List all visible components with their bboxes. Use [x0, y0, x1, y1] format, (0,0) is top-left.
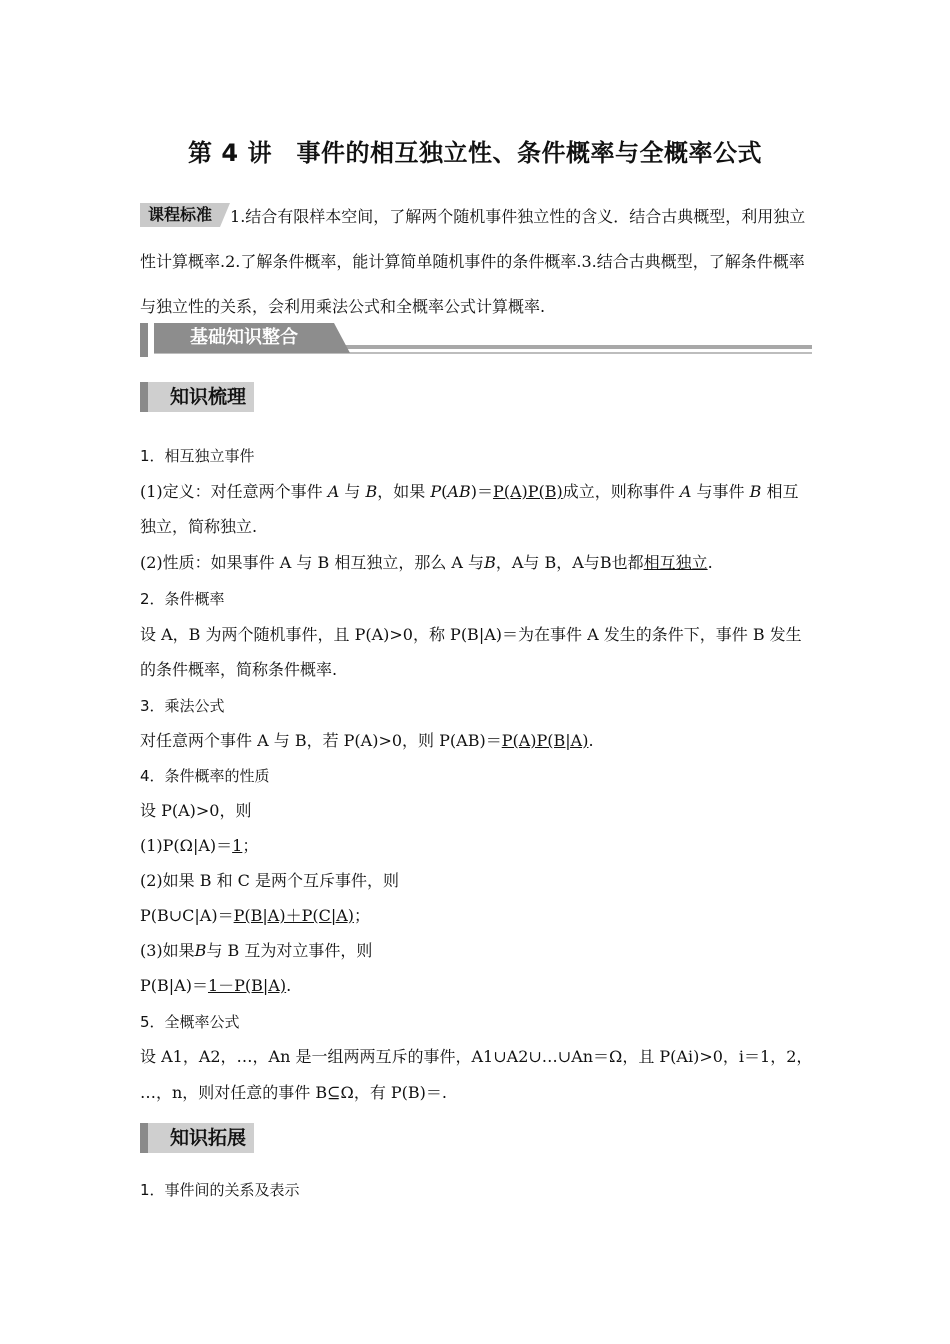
property-paragraph: (2)性质：如果事件 A 与 B 相互独立，那么 A 与B，A与 B，A与B也都相互独立. — [140, 553, 713, 572]
heading-multiplication-formula: 3．乘法公式 — [140, 697, 225, 715]
page-title: 第 4 讲 事件的相互独立性、条件概率与全概率公式 — [188, 139, 762, 167]
prop-text: 与 — [583, 553, 600, 572]
property-line-1: 设 P(A)>0，则 — [140, 801, 252, 820]
heading-conditional-properties: 4．条件概率的性质 — [140, 767, 270, 785]
property-line-2: (1)P(Ω|A)＝1； — [140, 836, 259, 855]
property-line-3: (2)如果 B 和 C 是两个互斥事件，则 — [140, 871, 400, 890]
property-answer-3: 1－P(B|A) — [207, 976, 287, 995]
definition-answer: P(A)P(B) — [492, 482, 563, 501]
total-line-1: 设 A1，A2，…，An 是一组两两互斥的事件，A1∪A2∪…∪An＝Ω，且 P(Ai)>0，i＝1，2， — [140, 1047, 813, 1066]
conditional-paragraph: 设 A，B 为两个随机事件，且 P(A)>0，称 P(B|A)＝为在事件 A 发生的条件下，事件 B 发生的条件概率，简称条件概率. — [140, 625, 802, 679]
p4-text: P( — [140, 976, 158, 995]
def-text: 与 — [339, 482, 366, 501]
section-band — [140, 323, 812, 357]
property-line-5: (3)如果B与 B 互为对立事件，则 — [140, 941, 373, 960]
mult-text: 对任意两个事件 A 与 B，若 P(A)>0，则 P(AB)＝ — [140, 731, 502, 750]
p4-text: |A)＝ — [168, 976, 208, 995]
p4-text: (1)P(Ω|A)＝ — [140, 836, 233, 855]
def-text: 成立，则称事件 — [562, 482, 680, 501]
property-line-6: P(B|A)＝1－P(B|A). — [140, 976, 292, 995]
section-extension: 知识拓展 — [140, 1123, 254, 1153]
heading-event-relations: 1．事件间的关系及表示 — [140, 1181, 300, 1199]
prop-text: ，A — [495, 553, 524, 572]
band-bar — [140, 323, 148, 357]
multiplication-answer: P(A)P(B|A) — [501, 731, 589, 750]
section-knowledge: 知识梳理 — [140, 382, 254, 412]
p4-text: P(B∪C|A)＝ — [140, 906, 234, 925]
property-answer: 相互独立 — [643, 553, 708, 572]
prop-text: 与 B，A — [523, 553, 584, 572]
property-answer-2: P(B|A)＋P(C|A) — [233, 906, 355, 925]
p4-text: 与 B 互为对立事件，则 — [206, 941, 373, 960]
course-standard — [140, 194, 812, 329]
heading-conditional-probability: 2．条件概率 — [140, 590, 225, 608]
def-text: ＝ — [476, 482, 493, 501]
total-line-2: …，n，则对任意的事件 B⊆Ω，有 P(B)＝. — [140, 1083, 448, 1102]
def-text: ，如果 — [377, 482, 431, 501]
band-title: 基础知识整合 — [154, 323, 334, 353]
multiplication-paragraph: 对任意两个事件 A 与 B，若 P(A)>0，则 P(AB)＝P(A)P(B|A). — [140, 731, 594, 750]
def-text: (1)定义：对任意两个事件 — [140, 482, 328, 501]
definition-paragraph: (1)定义：对任意两个事件 A 与 B，如果 P(AB)＝P(A)P(B)成立，则称事件 A 与事件 B 相互独立，简称独立. — [140, 482, 799, 536]
heading-total-probability: 5．全概率公式 — [140, 1013, 240, 1031]
heading-independent-events: 1．相互独立事件 — [140, 447, 255, 465]
property-line-4: P(B∪C|A)＝P(B|A)＋P(C|A)； — [140, 906, 371, 925]
prop-text: (2)性质：如果事件 A 与 B 相互独立，那么 A 与 — [140, 553, 485, 572]
def-text: 相互独立，简称独立. — [140, 482, 799, 536]
course-standard-tag: 课程标准 — [140, 203, 220, 227]
prop-text: 也都 — [611, 553, 644, 572]
course-standard-text: 1.结合有限样本空间，了解两个随机事件独立性的含义．结合古典概型，利用独立性计算概率.2.了解条件概率，能计算简单随机事件的条件概率.3.结合古典概型，了解条件概率与独立性的关系，会利用乘法公式和全概率公式计算概率. — [140, 207, 806, 316]
p4-text: (3)如果 — [140, 941, 195, 960]
property-answer-1: 1 — [232, 836, 243, 855]
